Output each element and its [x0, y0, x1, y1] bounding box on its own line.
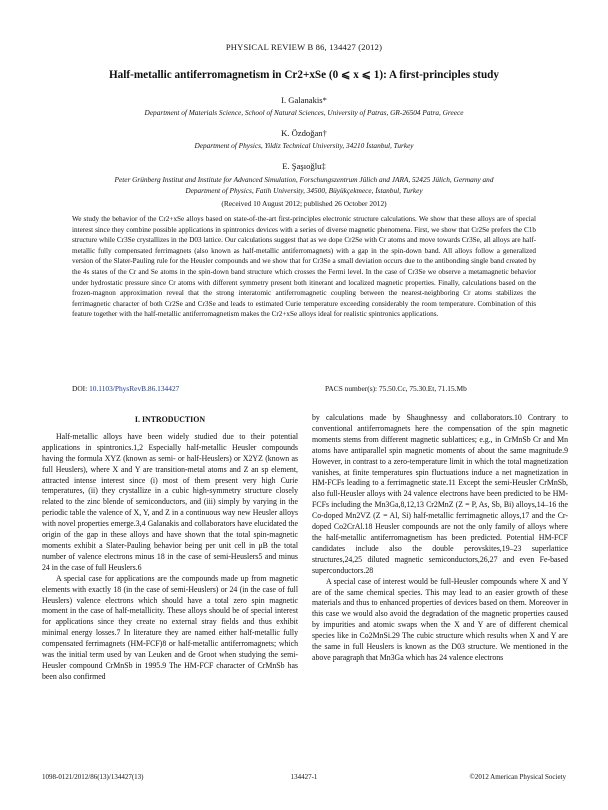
- left-column: [42, 413, 298, 683]
- doi-label: DOI:: [72, 384, 88, 393]
- received-date: (Received 10 August 2012; published 26 October 2012): [221, 199, 387, 208]
- section-heading: I. INTRODUCTION: [134, 415, 206, 424]
- paragraph: by calculations made by Shaughnessy and collaborators.10 Contrary to conventional antiferromagnets here the compensation of the spin magnetic moments stems from different magnetic sublattices; e.g., in CrMnSb Cr and Mn atoms have antiparallel spin magnetic moments of about the same magnitude.9 However, in contrast to a zero-temperature limit in which the total magnetization vanishes, at finite temperatures spin fluctuations induce a net magnetization in HM-FCFs leading to a ferrimagnetic state.11 Except the semi-Heusler CrMnSb, also full-Heusler alloys with 24 valence electrons have been predicted to be HM-FCFs including the Mn3Ga,8,12,13 Cr2MnZ (Z = P, As, Sb, Bi) alloys,14–16 the Co-doped Mn2VZ (Z = Al, Si) half-metallic ferrimagnetic alloys,17 and the Cr-doped Co2CrAl.18 Heusler compounds are not the only family of alloys where the half-metallic antiferromagnetism has been predicted. Potential HM-FCF candidates include also the double perovskites,19–23 superlattice structures,24,25 diluted magnetic semiconductors,26,27 and even Fe-based superconductors.28: [312, 413, 568, 575]
- journal-header: PHYSICAL REVIEW B 86, 134427 (2012): [225, 42, 383, 52]
- footer-issn: 1098-0121/2012/86(13)/134427(13): [42, 773, 144, 781]
- author-name: K. Özdoğan†: [281, 128, 327, 138]
- paper-title: Half-metallic antiferromagnetism in Cr2+xSe (0 ⩽ x ⩽ 1): A first-principles study: [108, 69, 499, 81]
- paragraph: A special case for applications are the compounds made up from magnetic elements with exactly 18 (in the case of semi-Heuslers) or 24 (in the case of full Heuslers) valence electrons which should have a total zero spin magnetic moment in the case of half-metallicity. These alloys should be of special interest for applications since they create no external stray fields and thus exhibit minimal energy losses.7 In literature they are named either half-metallic fully compensated ferrimagnets (HM-FCF)8 or half-metallic antiferromagnets; which was the initial term used by van Leuken and de Groot when studying the semi-Heusler compound CrMnSb in 1995.9 The HM-FCF character of CrMnSb has been also confirmed: [42, 573, 298, 681]
- footer-page-number: 134427-1: [290, 773, 318, 781]
- doi-pacs-line: [72, 384, 536, 393]
- abstract: We study the behavior of the Cr2+xSe alloys based on state-of-the-art first-principles electronic structure calculations. We show that these alloys are of special interest since they combine possible applications in spintronics devices with a series of diverse magnetic phenomena. First, we show that Cr2Se prefers the C1b structure while Cr3Se crystallizes in the D03 lattice. Our calculations suggest that as we dope Cr2Se with Cr atoms and move towards Cr3Se, all alloys are half-metallic fully compensated ferrimagnets (also known as half-metallic antiferromagnets) with a gap in the spin-down band. All alloys follow a generalized version of the Slater-Pauling rule for the Heusler compounds and we show that for Cr3Se a small deviation occurs due to the antibonding single band created by the 4s states of the Cr and Se atoms in the spin-down band structure which crosses the Fermi level. In the case of Cr3Se we observe a metamagnetic behavior under hydrostatic pressure since Cr atoms with different symmetry present both itinerant and localized magnetic properties. Finally, calculations based on the frozen-magnon approximation reveal that the strong interatomic antiferromagnetic coupling between the nearest-neighboring Cr atoms stabilizes the ferrimagnetic character of both Cr2Se and Cr3Se and leads to estimated Curie temperature exceeding considerably the room temperature. Combination of this feature together with the half-metallic antiferromagnetism makes the Cr2+xSe alloys ideal for realistic spintronics applications.: [72, 215, 536, 319]
- author-affiliation-line: Peter Grünberg Institut and Institute for Advanced Simulation, Forschungszentrum Jülich and JARA, 52425 Jülich, Germany and: [114, 175, 494, 184]
- doi-link[interactable]: 10.1103/PhysRevB.86.134427: [89, 384, 180, 393]
- author-name: E. Şaşıoğlu‡: [282, 161, 326, 171]
- paragraph: A special case of interest would be full-Heusler compounds where X and Y are of the same chemical species. This may lead to an easier growth of these materials and thus to enhanced properties of devices based on them. Moreover in this case we would also avoid the degradation of the magnetic properties caused by impurities and atomic swaps when the X and Y are of different chemical species like in Co2MnSi.29 The cubic structure which results when X and Y are the same in full Heuslers is known as the D03 structure. We mentioned in the above paragraph that Mn3Ga which has 24 valence electrons: [312, 576, 568, 662]
- author-affiliation-line: Department of Physics, Fatih University, 34500, Büyükçekmece, İstanbul, Turkey: [185, 186, 423, 195]
- right-column: [312, 413, 568, 664]
- paragraph: Half-metallic alloys have been widely studied due to their potential applications in spintronics.1,2 Especially half-metallic Heusler compounds having the formula XYZ (known as semi- or half-Heuslers) or X2YZ (known as full Heuslers), where X and Y are transition-metal atoms and Z an sp element, attracted intense interest since (i) most of them present very high Curie temperatures, (ii) they crystallize in a cubic high-symmetry structure closely related to the zinc blende of semiconductors, and (iii) simply by varying in the periodic table the valence of X, Y, and Z in a continuous way new Heusler alloys with novel properties emerge.3,4 Galanakis and collaborators have elucidated the origin of the gap in these alloys and have shown that the total spin-magnetic moments exhibit a Slater-Pauling behavior being per unit cell in μB the total number of valence electrons minus 18 in the case of semi-Heuslers5 and minus 24 in the case of full Heuslers.6: [42, 431, 298, 572]
- footer-copyright: ©2012 American Physical Society: [469, 773, 566, 781]
- author-affiliation: Department of Materials Science, School of Natural Sciences, University of Patras, GR-26504 Patra, Greece: [144, 108, 464, 117]
- author-name: I. Galanakis*: [281, 95, 327, 105]
- author-affiliation: Department of Physics, Yildiz Technical University, 34210 İstanbul, Turkey: [194, 141, 414, 150]
- pacs-numbers: PACS number(s): 75.50.Cc, 75.30.Et, 71.15.Mb: [325, 384, 467, 393]
